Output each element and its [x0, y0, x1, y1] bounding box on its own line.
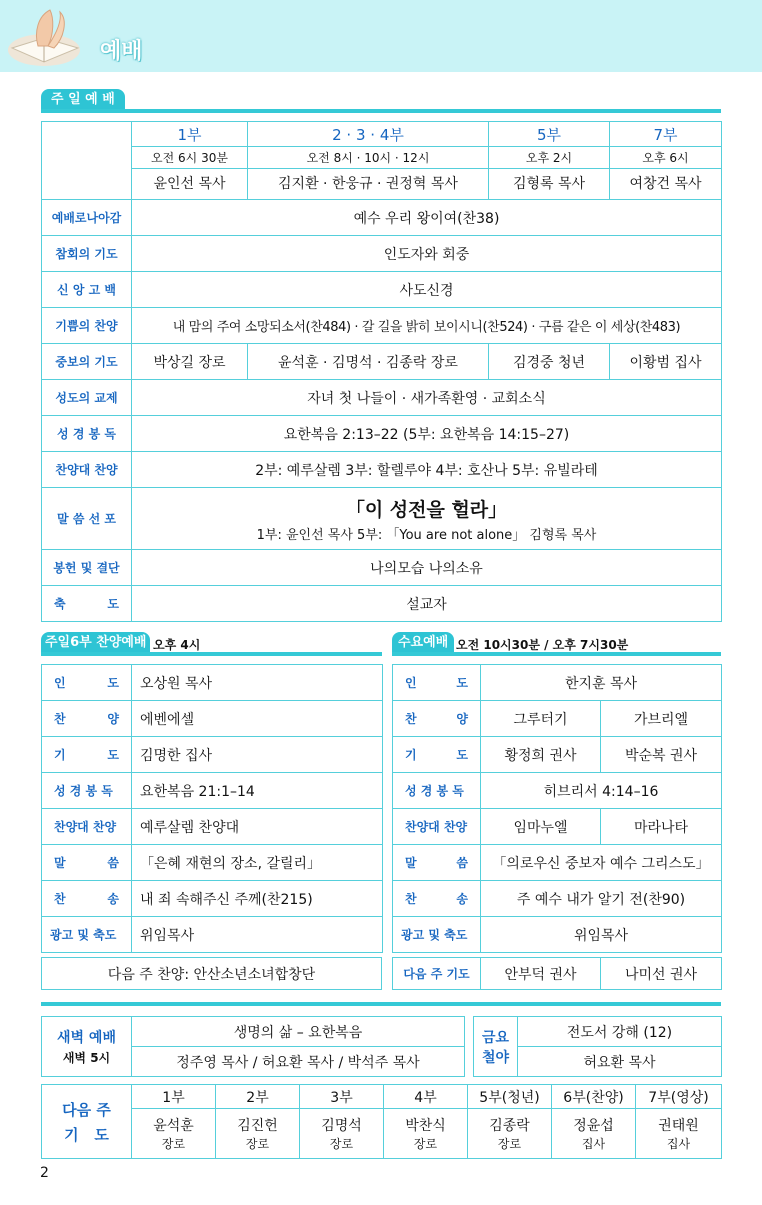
- service-preacher: 김지환 · 한웅규 · 권정혁 목사: [278, 175, 458, 192]
- row-label: [393, 881, 481, 917]
- service-7: [610, 122, 722, 200]
- prayer-person: [384, 1109, 468, 1159]
- prayer-service: 6부(찬양): [552, 1085, 636, 1109]
- row-value: 설교자: [132, 586, 722, 622]
- row-label: [42, 737, 132, 773]
- row-value: 그루터기: [481, 701, 601, 737]
- row-label: 성도의 교제: [42, 380, 132, 416]
- wednesday-row: [393, 845, 722, 881]
- wednesday-service-tag: 수요예배: [392, 632, 454, 654]
- sunday-rule: [41, 109, 721, 113]
- dawn-time: 새벽 5시: [62, 1051, 111, 1065]
- row-fellowship: [42, 380, 722, 416]
- row-value: 「의로우신 중보자 예수 그리스도」: [481, 845, 722, 881]
- row-label: 성 경 봉 독: [42, 773, 132, 809]
- wednesday-row: [393, 809, 722, 845]
- service-header-row: [42, 122, 722, 200]
- prayer-role: 장로: [161, 1137, 186, 1151]
- prayer-person: [552, 1109, 636, 1159]
- friday-label: 금요: [481, 1029, 510, 1046]
- row-value: 한지훈 목사: [481, 665, 722, 701]
- row-value: 안부덕 권사: [481, 958, 601, 990]
- row-value: 내 맘의 주여 소망되소서(찬484) · 갈 길을 밝히 보이시니(찬524) · 구름 같은 이 세상(찬483): [132, 308, 722, 344]
- row-call: [42, 200, 722, 236]
- row-offering: [42, 550, 722, 586]
- service-preacher: 김형록 목사: [512, 175, 586, 192]
- sunday-service-tag: 주 일 예 배: [41, 89, 125, 111]
- label-part: 양: [456, 712, 468, 726]
- prayer-name: 김명석: [321, 1118, 362, 1134]
- sixth-row: [42, 917, 383, 953]
- label-part: 기: [405, 748, 417, 762]
- label-part: 찬: [54, 892, 66, 906]
- label-part: 축: [54, 597, 66, 611]
- row-value: 위임목사: [481, 917, 722, 953]
- row-value: 황정희 권사: [481, 737, 601, 773]
- friday-leader: 허요환 목사: [518, 1047, 722, 1077]
- next-prayer-table: [41, 1084, 722, 1159]
- row-value: 김명한 집사: [132, 737, 383, 773]
- row-value: 임마누엘: [481, 809, 601, 845]
- service-name: 1부: [132, 123, 247, 147]
- row-label: 성 경 봉 독: [393, 773, 481, 809]
- service-name: 2 · 3 · 4부: [248, 123, 488, 147]
- row-label: [393, 737, 481, 773]
- prayer-person: [300, 1109, 384, 1159]
- praying-hands-icon: [4, 4, 90, 70]
- row-value: 오상원 목사: [132, 665, 383, 701]
- row-label: 말 씀 선 포: [42, 488, 132, 550]
- row-label: 참회의 기도: [42, 236, 132, 272]
- next-prayer-label: 다음 주: [62, 1100, 111, 1119]
- row-label: 예배로나아감: [42, 200, 132, 236]
- row-label: 찬양대 찬양: [42, 452, 132, 488]
- row-value: 에벤에셀: [132, 701, 383, 737]
- row-label: [42, 845, 132, 881]
- label-part: 씀: [107, 856, 119, 870]
- wednesday-row: [393, 737, 722, 773]
- row-value: 박상길 장로: [132, 344, 248, 380]
- row-confession: [42, 236, 722, 272]
- row-value: 김경중 청년: [489, 344, 610, 380]
- next-prayer-name-row: [42, 1109, 722, 1159]
- sixth-next-choir-table: [41, 957, 382, 990]
- wednesday-row: [393, 773, 722, 809]
- row-creed: [42, 272, 722, 308]
- prayer-role: 장로: [329, 1137, 354, 1151]
- row-value: 위임목사: [132, 917, 383, 953]
- label-part: 찬: [54, 712, 66, 726]
- row-value: 인도자와 회중: [132, 236, 722, 272]
- prayer-person: [468, 1109, 552, 1159]
- row-label: [42, 586, 132, 622]
- label-part: 인: [54, 676, 66, 690]
- label-part: 도: [456, 748, 468, 762]
- sixth-row: [42, 845, 383, 881]
- row-value: 마라나타: [601, 809, 722, 845]
- service-5: [489, 122, 610, 200]
- row-value: 예수 우리 왕이여(찬38): [132, 200, 722, 236]
- section-title: 예배: [100, 39, 143, 64]
- next-prayer-service-row: [42, 1085, 722, 1109]
- row-value: 윤석훈 · 김명석 · 김종락 장로: [248, 344, 489, 380]
- label-part: 송: [456, 892, 468, 906]
- row-value: 나미선 권사: [601, 958, 722, 990]
- prayer-role: 장로: [413, 1137, 438, 1151]
- prayer-name: 윤석훈: [153, 1118, 194, 1134]
- service-time: 오전 6시 30분: [132, 147, 247, 169]
- row-value: 요한복음 21:1–14: [132, 773, 383, 809]
- row-label: 성 경 봉 독: [42, 416, 132, 452]
- sermon-title: 「이 성전을 헐라」: [345, 498, 508, 521]
- label-part: 도: [107, 748, 119, 762]
- dawn-leaders: 정주영 목사 / 허요환 목사 / 박석주 목사: [132, 1047, 465, 1077]
- label-part: 씀: [456, 856, 468, 870]
- sunday-order-table: [41, 121, 722, 622]
- row-label: [393, 845, 481, 881]
- row-choir: [42, 452, 722, 488]
- label-part: 인: [405, 676, 417, 690]
- prayer-name: 권태원: [658, 1118, 699, 1134]
- service-preacher: 여창건 목사: [629, 175, 702, 192]
- row-label: [42, 701, 132, 737]
- bottom-rule: [41, 1002, 721, 1006]
- row-value: [132, 488, 722, 550]
- prayer-role: 집사: [666, 1137, 691, 1151]
- prayer-role: 장로: [245, 1137, 270, 1151]
- sermon-detail: 1부: 윤인선 목사 5부: 「You are not alone」 김형록 목사: [256, 527, 597, 543]
- wednesday-next-prayer-table: [392, 957, 722, 990]
- row-value: 2부: 예루살렘 3부: 할렐루야 4부: 호산나 5부: 유빌라테: [132, 452, 722, 488]
- row-label: [393, 701, 481, 737]
- row-label: 광고 및 축도: [393, 917, 481, 953]
- row-label: 광고 및 축도: [42, 917, 132, 953]
- dawn-label-cell: [42, 1017, 132, 1077]
- wednesday-rule: [392, 652, 721, 656]
- sixth-row: [42, 665, 383, 701]
- wednesday-order-table: [392, 664, 722, 953]
- page-number: 2: [40, 1165, 49, 1181]
- service-name: 7부: [610, 123, 721, 147]
- prayer-person: [132, 1109, 216, 1159]
- service-time: 오후 2시: [489, 147, 609, 169]
- row-label: 찬양대 찬양: [42, 809, 132, 845]
- prayer-name: 김종락: [489, 1118, 530, 1134]
- row-label: [42, 881, 132, 917]
- wednesday-row: [393, 665, 722, 701]
- dawn-label: 새벽 예배: [57, 1030, 116, 1046]
- friday-label: 철야: [481, 1049, 510, 1066]
- row-value: 자녀 첫 나들이 · 새가족환영 · 교회소식: [132, 380, 722, 416]
- sixth-row: [42, 881, 383, 917]
- row-value: 가브리엘: [601, 701, 722, 737]
- row-label: [393, 665, 481, 701]
- label-part: 도: [107, 676, 119, 690]
- row-label: 기쁨의 찬양: [42, 308, 132, 344]
- label-part: 도: [107, 597, 119, 611]
- label-part: 도: [456, 676, 468, 690]
- row-label: [42, 665, 132, 701]
- row-value: 주 예수 내가 알기 전(찬90): [481, 881, 722, 917]
- prayer-name: 김진헌: [237, 1118, 278, 1134]
- row-label: 신 앙 고 백: [42, 272, 132, 308]
- row-value: 사도신경: [132, 272, 722, 308]
- service-name: 5부: [489, 123, 609, 147]
- prayer-role: 장로: [497, 1137, 522, 1151]
- row-value: 예루살렘 찬양대: [132, 809, 383, 845]
- row-benediction: [42, 586, 722, 622]
- sixth-rule: [41, 652, 382, 656]
- prayer-service: 2부: [216, 1085, 300, 1109]
- service-time: 오후 6시: [610, 147, 721, 169]
- wednesday-row: [393, 917, 722, 953]
- label-part: 송: [107, 892, 119, 906]
- dawn-table: [41, 1016, 465, 1077]
- row-label: 봉헌 및 결단: [42, 550, 132, 586]
- prayer-name: 박찬식: [405, 1118, 446, 1134]
- row-praise: [42, 308, 722, 344]
- next-prayer-label-cell: [42, 1085, 132, 1159]
- service-time: 오전 8시 · 10시 · 12시: [248, 147, 488, 169]
- row-value: 히브리서 4:14–16: [481, 773, 722, 809]
- friday-table: [473, 1016, 722, 1077]
- wednesday-service-time: 오전 10시30분 / 오후 7시30분: [456, 638, 629, 652]
- prayer-name: 정윤섭: [573, 1118, 614, 1134]
- service-1: [132, 122, 248, 200]
- label-part: 기: [54, 748, 66, 762]
- row-reading: [42, 416, 722, 452]
- row-label: 다음 주 기도: [393, 958, 481, 990]
- sixth-service-tag: 주일6부 찬양예배: [41, 632, 150, 654]
- sixth-row: [42, 773, 383, 809]
- label-part: 찬: [405, 712, 417, 726]
- next-choir: 다음 주 찬양: 안산소년소녀합창단: [42, 958, 382, 990]
- row-sermon: [42, 488, 722, 550]
- dawn-topic: 생명의 삶 – 요한복음: [132, 1017, 465, 1047]
- sixth-order-table: [41, 664, 383, 953]
- row-value: 요한복음 2:13–22 (5부: 요한복음 14:15–27): [132, 416, 722, 452]
- row-value: 내 죄 속해주신 주께(찬215): [132, 881, 383, 917]
- row-value: 「은혜 재현의 장소, 갈릴리」: [132, 845, 383, 881]
- row-label: 찬양대 찬양: [393, 809, 481, 845]
- blank-cell: [42, 122, 132, 200]
- label-part: 말: [54, 856, 66, 870]
- service-2-3-4: [248, 122, 489, 200]
- row-intercession: [42, 344, 722, 380]
- prayer-service: 1부: [132, 1085, 216, 1109]
- prayer-service: 5부(청년): [468, 1085, 552, 1109]
- service-preacher: 윤인선 목사: [153, 175, 226, 192]
- friday-label-cell: [474, 1017, 518, 1077]
- prayer-service: 7부(영상): [636, 1085, 722, 1109]
- prayer-role: 집사: [581, 1137, 606, 1151]
- wednesday-row: [393, 701, 722, 737]
- prayer-person: [636, 1109, 722, 1159]
- row-value: 박순복 권사: [601, 737, 722, 773]
- sixth-row: [42, 701, 383, 737]
- label-part: 찬: [405, 892, 417, 906]
- sixth-row: [42, 809, 383, 845]
- friday-topic: 전도서 강해 (12): [518, 1017, 722, 1047]
- prayer-service: 3부: [300, 1085, 384, 1109]
- prayer-service: 4부: [384, 1085, 468, 1109]
- prayer-person: [216, 1109, 300, 1159]
- wednesday-row: [393, 881, 722, 917]
- sixth-service-time: 오후 4시: [153, 638, 201, 652]
- sixth-row: [42, 737, 383, 773]
- next-prayer-label: 기 도: [64, 1125, 109, 1144]
- label-part: 양: [107, 712, 119, 726]
- row-label: 중보의 기도: [42, 344, 132, 380]
- label-part: 말: [405, 856, 417, 870]
- row-value: 나의모습 나의소유: [132, 550, 722, 586]
- row-value: 이황범 집사: [610, 344, 722, 380]
